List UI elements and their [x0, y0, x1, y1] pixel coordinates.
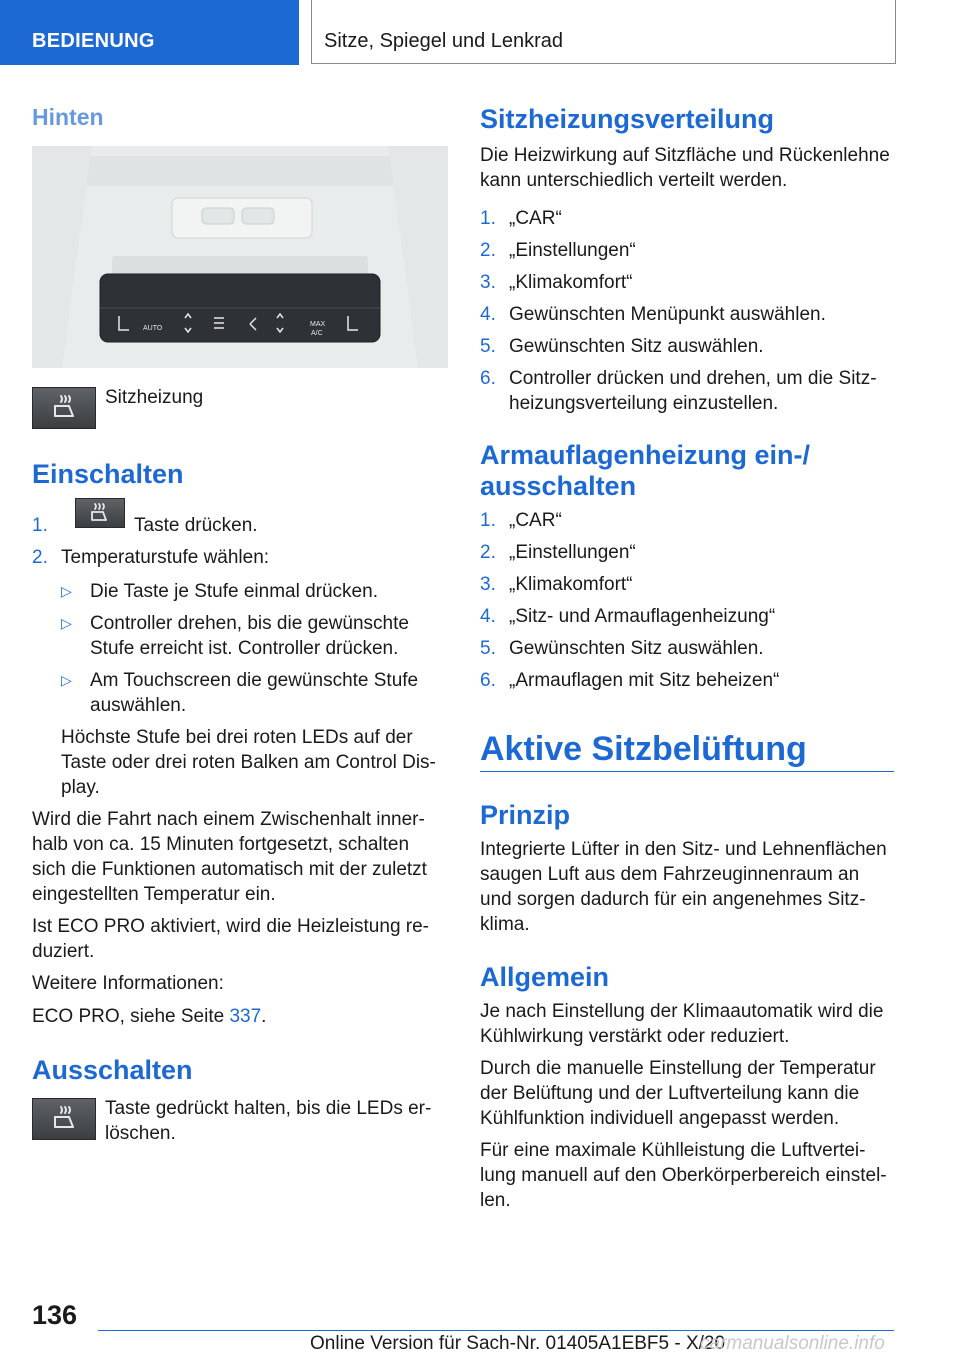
heading-prinzip: Prinzip — [480, 800, 571, 830]
seat-heating-icon — [76, 499, 124, 527]
paragraph-eco-pro: Ist ECO PRO aktiviert, wird die Heizleistung re- duziert. — [32, 916, 430, 962]
rear-panel-illustration — [32, 146, 448, 368]
step-text: Temperaturstufe wählen: — [61, 547, 270, 568]
page-link-337[interactable]: 337 — [229, 1006, 262, 1027]
list-item: 2. „Einstellungen“ — [480, 542, 636, 563]
list-item: 5. Gewünschten Sitz auswählen. — [480, 336, 764, 357]
paragraph-page-reference: ECO PRO, siehe Seite 337. — [32, 1006, 267, 1027]
heading-einschalten: Einschalten — [32, 459, 184, 489]
seat-heating-button-off-icon — [32, 1098, 96, 1140]
list-item: 1. „CAR“ — [480, 208, 562, 229]
bullet-triangle-icon: ▷ — [61, 672, 72, 688]
heading-hinten: Hinten — [32, 104, 104, 130]
paragraph-ausschalten: Taste gedrückt halten, bis die LEDs er- löschen. — [105, 1098, 432, 1144]
step-number: 1. — [32, 515, 48, 536]
heading-armauflagenheizung: Armauflagenheizung ein-/ ausschalten — [480, 440, 811, 501]
list-item: 5. Gewünschten Sitz auswählen. — [480, 638, 764, 659]
bullet-text: Controller drehen, bis die gewünschte — [90, 613, 409, 634]
list-item: 2. „Einstellungen“ — [480, 240, 636, 261]
seat-heating-button-caption-icon — [32, 387, 96, 429]
list-item — [32, 513, 448, 538]
chapter-title: Sitze, Spiegel und Lenkrad — [324, 30, 564, 52]
list-item — [32, 668, 448, 718]
auto-label: AUTO — [143, 325, 163, 332]
footer-online-version: Online Version für Sach-Nr. 01405A1EBF5 - X/20 — [310, 1333, 726, 1354]
rear-control-panel-figure — [32, 146, 448, 368]
heading-aktive-sitzbelueftung: Aktive Sitzbelüftung — [480, 730, 807, 768]
ac-label: A/C — [311, 330, 323, 337]
section-title: BEDIENUNG — [32, 30, 155, 52]
note-paragraph: Höchste Stufe bei drei roten LEDs auf der Taste oder drei roten Balken am Control Dis- play. — [61, 727, 436, 798]
bullet-text: auswählen. — [90, 695, 187, 716]
bullet-triangle-icon: ▷ — [61, 583, 72, 599]
bullet-triangle-icon: ▷ — [61, 615, 72, 631]
paragraph-prinzip: Integrierte Lüfter in den Sitz- und Lehnenflächen saugen Luft aus dem Fahrzeuginnenraum an und sorgen dadurch für ein angenehmes Sitz- klima. — [480, 839, 887, 935]
watermark: carmanualsonline.info — [700, 1333, 885, 1354]
page-number: 136 — [32, 1300, 78, 1330]
list-item — [32, 545, 448, 570]
footer-rule — [98, 1330, 894, 1331]
list-item: 6. „Armauflagen mit Sitz beheizen“ — [480, 670, 780, 691]
heading-allgemein: Allgemein — [480, 962, 610, 992]
list-item: 4. „Sitz- und Armauflagenheizung“ — [480, 606, 776, 627]
section-divider — [480, 771, 894, 772]
bullet-text: Stufe erreicht ist. Controller drücken. — [90, 638, 399, 659]
list-item: 6. Controller drücken und drehen, um die Sitz- heizungsverteilung einzustellen. — [480, 368, 877, 414]
paragraph-allgemein-3: Für eine maximale Kühlleistung die Luftvertei- lung manuell auf den Oberkörperbereich einstel- len. — [480, 1140, 887, 1211]
max-label: MAX — [310, 321, 326, 328]
heading-ausschalten: Ausschalten — [32, 1055, 193, 1085]
list-item: 3. „Klimakomfort“ — [480, 272, 633, 293]
paragraph-allgemein-1: Je nach Einstellung der Klimaautomatik wird die Kühlwirkung verstärkt oder reduziert. — [480, 1001, 884, 1047]
step-text: Taste drücken. — [134, 515, 258, 536]
step-number: 2. — [32, 547, 48, 568]
bullet-text: Die Taste je Stufe einmal drücken. — [90, 581, 378, 602]
chapter-tab — [311, 0, 896, 64]
list-item — [32, 611, 448, 661]
paragraph-weitere-info: Weitere Informationen: — [32, 973, 224, 994]
list-item — [32, 579, 448, 604]
bullet-text: Am Touchscreen die gewünschte Stufe — [90, 670, 419, 691]
paragraph-zwischenhalt: Wird die Fahrt nach einem Zwischenhalt inner- halb von ca. 15 Minuten fortgesetzt, schalten sich die Funktionen automatisch mit der zuletzt eingestellten Temperatur ein. — [32, 809, 427, 905]
paragraph-verteilung-intro: Die Heizwirkung auf Sitzfläche und Rückenlehne kann unterschiedlich verteilt werden. — [480, 145, 890, 191]
seat-heating-icon — [33, 388, 95, 428]
paragraph-allgemein-2: Durch die manuelle Einstellung der Temperatur der Belüftung und der Luftverteilung kann die Kühlfunktion individuell angepasst werden. — [480, 1058, 876, 1129]
seat-heating-button-inline — [75, 498, 125, 528]
list-item: 1. „CAR“ — [480, 510, 562, 531]
section-tab — [0, 0, 299, 65]
list-item: 4. Gewünschten Menüpunkt auswählen. — [480, 304, 826, 325]
heading-sitzheizungsverteilung: Sitzheizungsverteilung — [480, 104, 775, 134]
seat-heating-icon — [33, 1099, 95, 1139]
icon-caption-sitzheizung: Sitzheizung — [105, 387, 204, 408]
list-item: 3. „Klimakomfort“ — [480, 574, 633, 595]
